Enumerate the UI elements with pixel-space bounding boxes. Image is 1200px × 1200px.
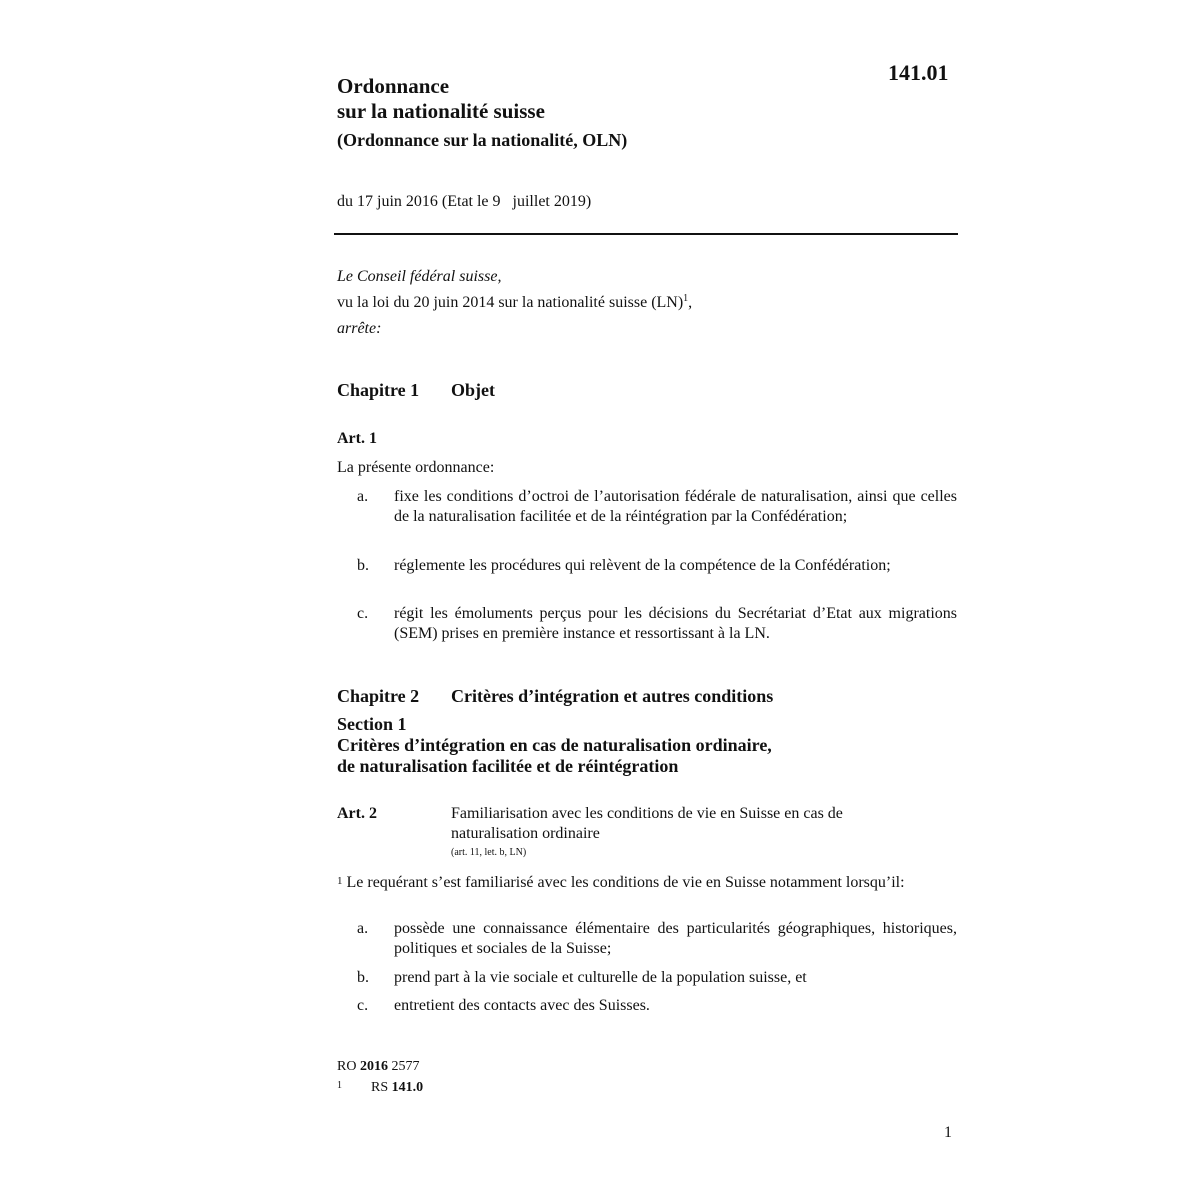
section-1-label: Section 1 [337,714,407,734]
article-2-paragraph-1 [337,871,955,893]
section-1-title-line-1: Critères d’intégration en cas de naturalisation ordinaire, [337,735,772,755]
chapter-2-heading [337,686,773,707]
chapter-2-title: Critères d’intégration et autres conditions [451,686,774,706]
official-compilation-reference [337,1059,419,1075]
ro-prefix: RO [337,1059,357,1074]
list-item-letter: b. [357,969,369,986]
rs-prefix: RS [371,1080,389,1095]
list-item-text: régit les émoluments perçus pour les décisions du Secrétariat d’Etat aux migrations (SEM) prises en première instance et ressortissant à la LN. [394,605,957,642]
preamble-authority: Le Conseil fédéral suisse, [337,268,502,285]
article-1-label: Art. 1 [337,430,377,447]
list-item-letter: a. [357,920,369,937]
rs-number: 141.0 [391,1080,424,1095]
preamble [337,264,692,342]
ro-page: 2577 [391,1059,420,1074]
paragraph-text: Le requérant s’est familiarisé avec les conditions de vie en Suisse notamment lorsqu’il: [346,874,905,891]
article-2-heading: Familiarisation avec les conditions de vie en Suisse en cas de naturalisation ordinaire [451,805,843,842]
list-item-text: fixe les conditions d’octroi de l’autorisation fédérale de naturalisation, ainsi que celles de la naturalisation facilitée et de la réintégration par la Confédération; [394,488,957,525]
chapter-1-title: Objet [451,380,495,400]
page-number: 1 [944,1124,952,1141]
preamble-basis-end: , [688,294,693,311]
document-date: du 17 juin 2016 (Etat le 9 juillet 2019) [337,193,592,210]
footnote-1 [337,1080,423,1096]
preamble-basis [337,290,692,316]
footnote-reference[interactable]: 1 [683,293,689,304]
list-item-text: prend part à la vie sociale et culturelle de la population suisse, et [394,969,807,986]
article-1-intro: La présente ordonnance: [337,459,495,476]
title-line-1: Ordonnance [337,74,450,98]
document-subtitle: (Ordonnance sur la nationalité, OLN) [337,130,628,150]
header-divider [334,233,958,235]
chapter-1-heading [337,380,495,401]
list-item-text: réglemente les procédures qui relèvent de la compétence de la Confédération; [394,557,891,574]
document-title [337,74,545,124]
article-2-reference: (art. 11, let. b, LN) [451,847,527,858]
chapter-2-number: Chapitre 2 [337,686,420,706]
list-item-letter: c. [357,605,369,622]
title-line-2: sur la nationalité suisse [337,99,545,123]
article-2-label: Art. 2 [337,805,377,822]
ro-year: 2016 [359,1059,388,1074]
list-item-text: possède une connaissance élémentaire des particularités géographiques, historiques, politiques et sociales de la Suisse; [394,920,957,957]
footnote-mark: 1 [337,1080,342,1091]
paragraph-number: 1 [337,875,343,887]
preamble-decree: arrête: [337,320,382,337]
section-1-title-line-2: de naturalisation facilitée et de réintégration [337,756,679,776]
preamble-basis-text: vu la loi du 20 juin 2014 sur la nationalité suisse (LN) [337,294,684,311]
chapter-1-number: Chapitre 1 [337,380,420,400]
list-item-letter: c. [357,997,369,1014]
section-1-heading [337,714,772,777]
list-item-text: entretient des contacts avec des Suisses. [394,997,650,1014]
classification-number: 141.01 [888,60,949,85]
list-item-letter: a. [357,488,369,505]
list-item-letter: b. [357,557,369,574]
